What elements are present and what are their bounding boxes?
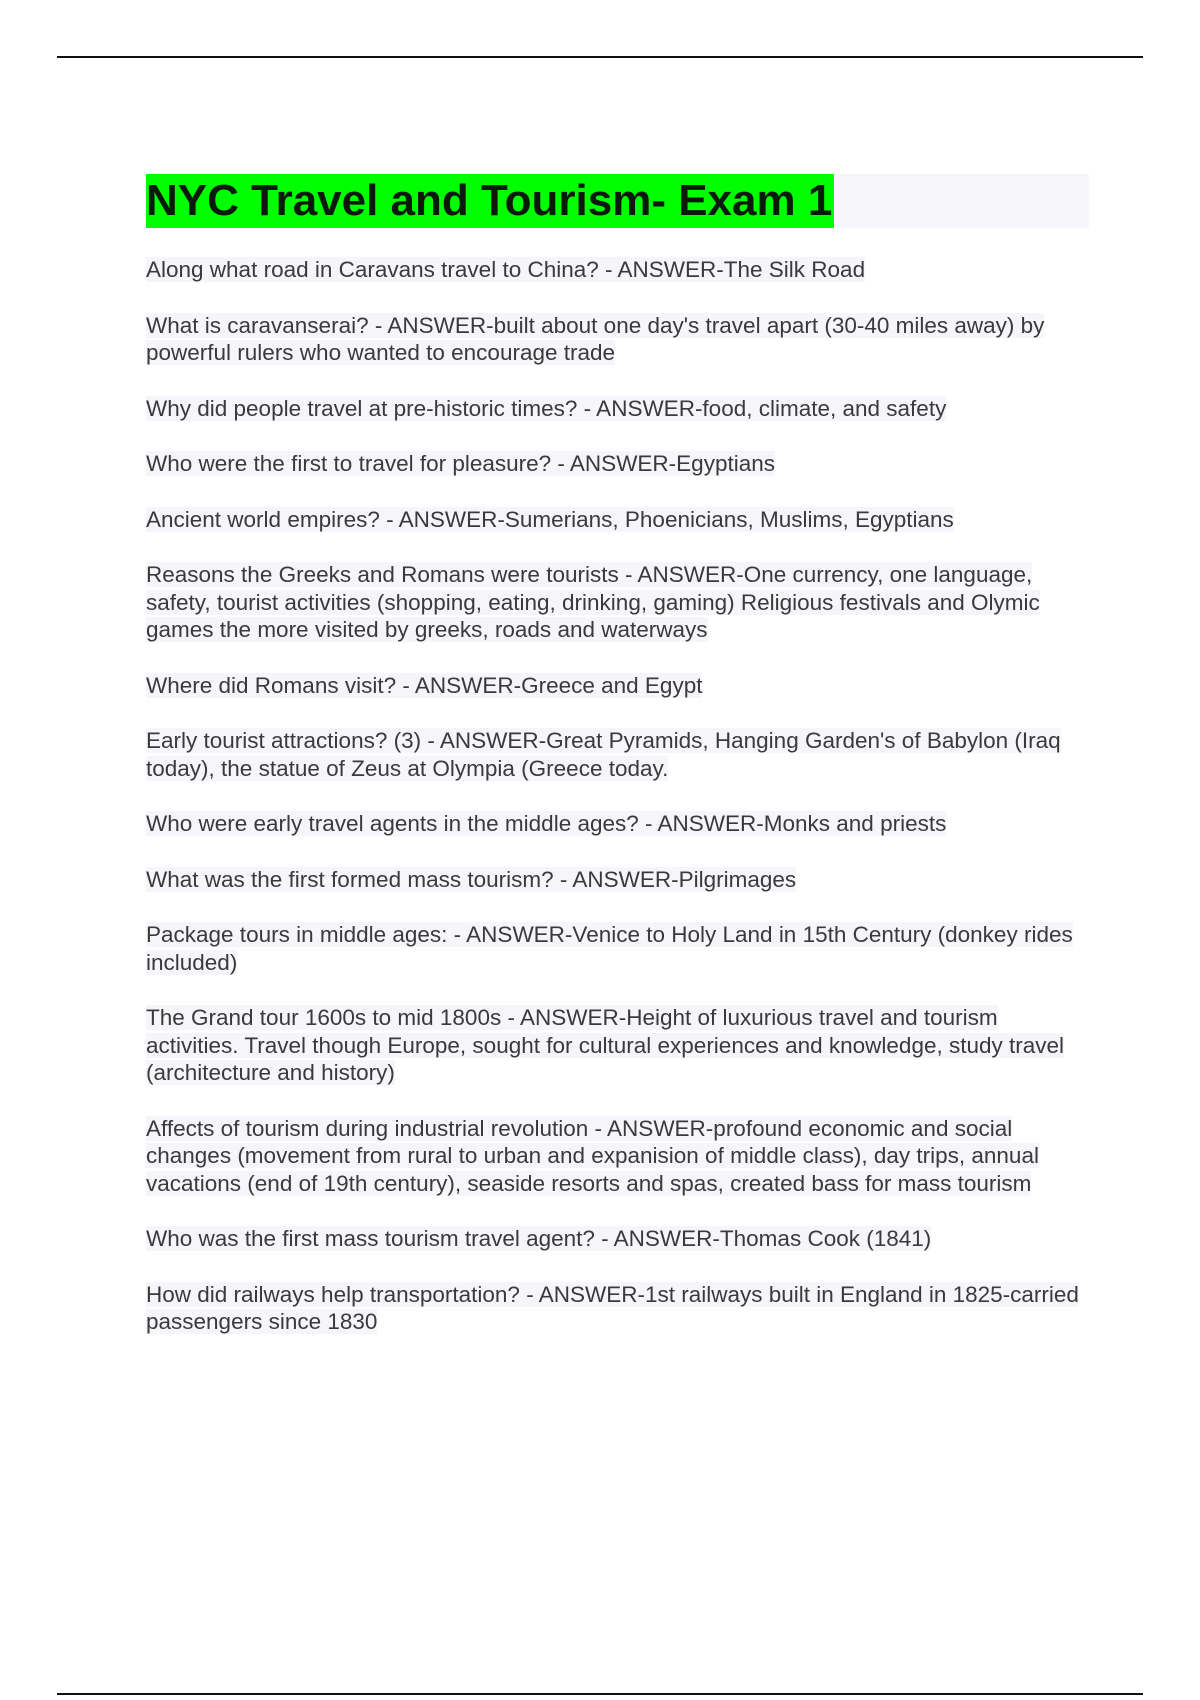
qa-list: [146, 256, 1089, 1336]
qa-text: The Grand tour 1600s to mid 1800s - ANSWER-Height of luxurious travel and tourism activities. Travel though Europe, sought for cultural experiences and knowledge, study travel (architecture and history): [146, 1005, 1065, 1085]
qa-item: [146, 1225, 1089, 1253]
qa-item: [146, 1115, 1089, 1198]
document-title: NYC Travel and Tourism- Exam 1: [146, 174, 834, 228]
qa-text: Package tours in middle ages: - ANSWER-Venice to Holy Land in 15th Century (donkey rides included): [146, 922, 1073, 975]
qa-item: [146, 1004, 1089, 1087]
header-rule: [57, 56, 1143, 58]
qa-text: Where did Romans visit? - ANSWER-Greece and Egypt: [146, 672, 703, 698]
qa-text: Early tourist attractions? (3) - ANSWER-Great Pyramids, Hanging Garden's of Babylon (Iraq today), the statue of Zeus at Olympia (Greece today.: [146, 728, 1061, 781]
qa-item: [146, 506, 1089, 534]
qa-text: What is caravanserai? - ANSWER-built about one day's travel apart (30-40 miles away) by powerful rulers who wanted to encourage trade: [146, 312, 1045, 365]
qa-item: [146, 312, 1089, 367]
qa-item: [146, 561, 1089, 644]
qa-text: Reasons the Greeks and Romans were tourists - ANSWER-One currency, one language, safety, tourist activities (shopping, eating, drinking, gaming) Religious festivals and Olymic games the more visited by greeks, roads and waterways: [146, 562, 1040, 642]
footer-rule: [57, 1693, 1143, 1695]
qa-item: [146, 727, 1089, 782]
qa-item: [146, 810, 1089, 838]
qa-text: Why did people travel at pre-historic times? - ANSWER-food, climate, and safety: [146, 395, 947, 421]
title-row: [146, 174, 1089, 228]
qa-item: [146, 866, 1089, 894]
document-body: [146, 174, 1089, 1364]
qa-text: Ancient world empires? - ANSWER-Sumerians, Phoenicians, Muslims, Egyptians: [146, 506, 954, 532]
qa-text: Affects of tourism during industrial revolution - ANSWER-profound economic and social changes (movement from rural to urban and expanision of middle class), day trips, annual vacations (end of 19th century), seaside resorts and spas, created bass for mass tourism: [146, 1115, 1039, 1196]
qa-item: [146, 672, 1089, 700]
qa-item: [146, 450, 1089, 478]
qa-item: [146, 395, 1089, 423]
qa-text: How did railways help transportation? - ANSWER-1st railways built in England in 1825-carried passengers since 1830: [146, 1281, 1079, 1334]
qa-text: Along what road in Caravans travel to China? - ANSWER-The Silk Road: [146, 257, 866, 282]
qa-item: [146, 1281, 1089, 1336]
qa-text: Who were early travel agents in the middle ages? - ANSWER-Monks and priests: [146, 811, 947, 836]
qa-item: [146, 921, 1089, 976]
qa-text: What was the first formed mass tourism? - ANSWER-Pilgrimages: [146, 866, 797, 892]
qa-text: Who were the first to travel for pleasure? - ANSWER-Egyptians: [146, 451, 775, 476]
qa-text: Who was the first mass tourism travel agent? - ANSWER-Thomas Cook (1841): [146, 1226, 932, 1251]
qa-item: [146, 256, 1089, 284]
